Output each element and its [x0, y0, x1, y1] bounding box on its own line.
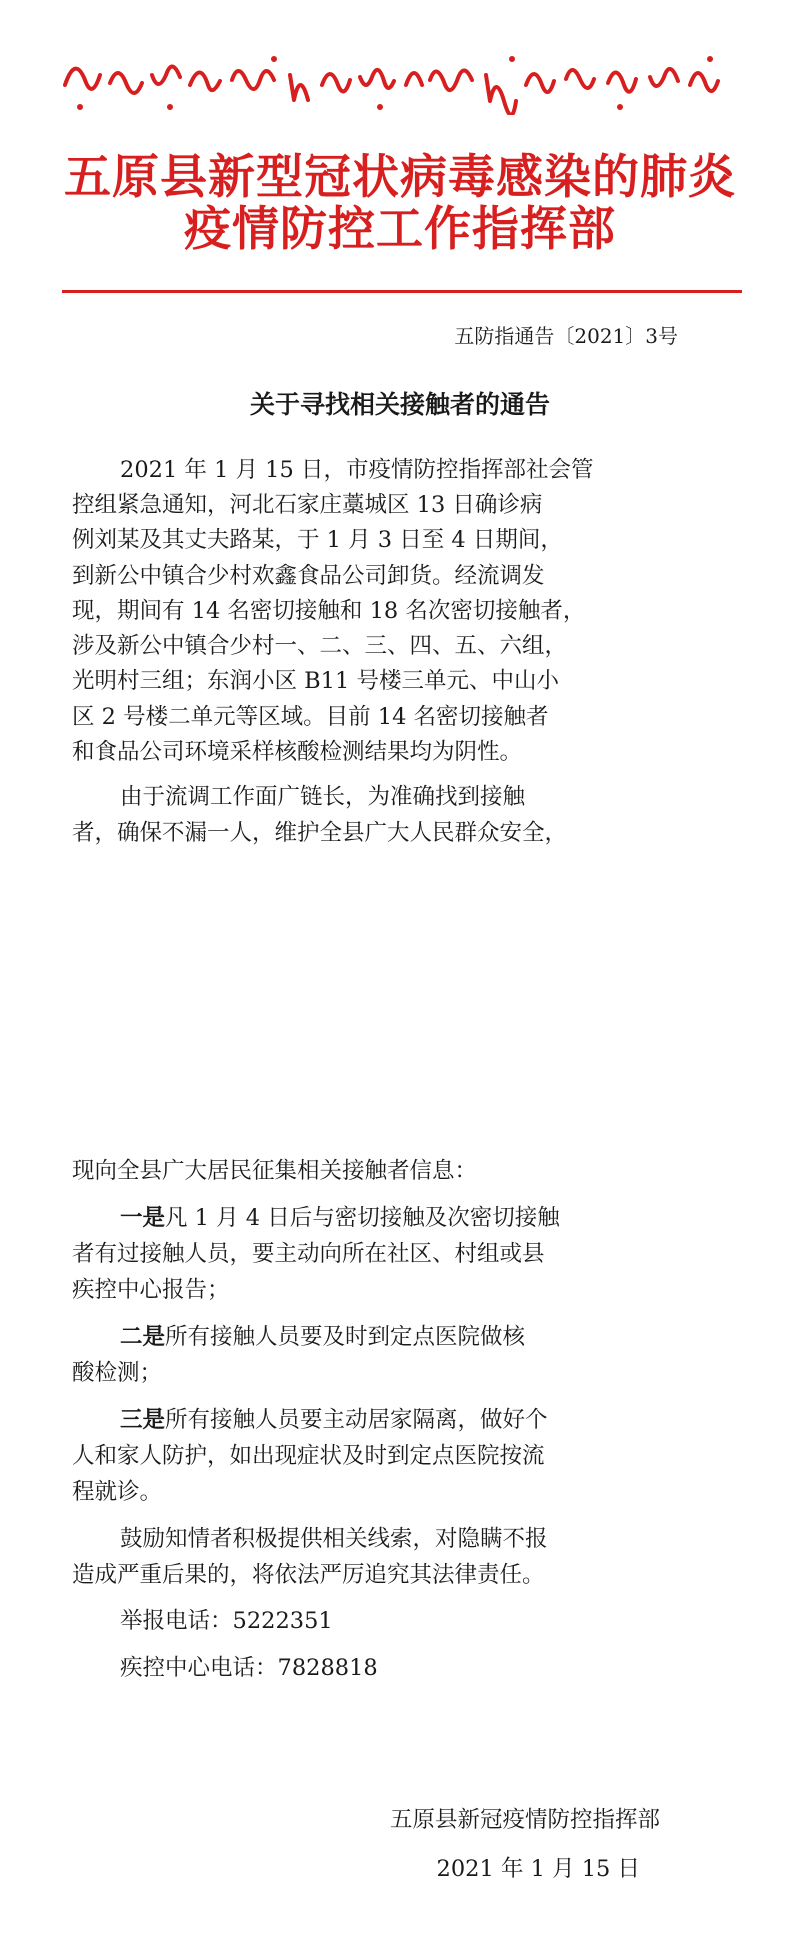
item-1-first-line — [120, 1202, 560, 1234]
paragraph-1-line: 到新公中镇合少村欢鑫食品公司卸货。经流调发 — [72, 563, 545, 589]
paragraph-3: 现向全县广大居民征集相关接触者信息： — [72, 1158, 478, 1184]
report-phone: 举报电话：5222351 — [120, 1608, 333, 1634]
paragraph-1-line: 现，期间有 14 名密切接触和 18 名次密切接触者， — [72, 598, 586, 624]
item-3-first-line — [120, 1404, 548, 1436]
cdc-phone: 疾控中心电话：7828818 — [120, 1655, 378, 1681]
signer-organization: 五原县新冠疫情防控指挥部 — [389, 1807, 660, 1833]
paragraph-1-line: 例刘某及其丈夫路某，于 1 月 3 日至 4 日期间， — [72, 527, 563, 553]
sign-date: 2021 年 1 月 15 日 — [436, 1856, 640, 1882]
item-2-line: 酸检测； — [72, 1360, 163, 1386]
item-1-line: 疾控中心报告； — [72, 1277, 230, 1303]
header-title-line2: 疫情防控工作指挥部 — [184, 202, 616, 257]
item-3-text: 所有接触人员要主动居家隔离，做好个 — [165, 1407, 548, 1433]
item-3-line: 程就诊。 — [72, 1479, 163, 1505]
paragraph-4-line: 造成严重后果的，将依法严厉追究其法律责任。 — [72, 1562, 545, 1588]
item-3-line: 人和家人防护，如出现症状及时到定点医院按流 — [72, 1443, 545, 1469]
mongolian-header-text — [60, 45, 740, 115]
mongolian-text-value — [60, 45, 61, 46]
item-1-lead: 一是 — [120, 1205, 166, 1231]
paragraph-1-line: 光明村三组；东润小区 B11 号楼三单元、中山小 — [72, 668, 559, 694]
paragraph-4-line: 鼓励知情者积极提供相关线索，对隐瞒不报 — [120, 1526, 548, 1552]
item-3-lead: 三是 — [120, 1407, 166, 1433]
header-title-line1: 五原县新型冠状病毒感染的肺炎 — [64, 150, 736, 205]
document-number: 五防指通告〔2021〕3号 — [454, 324, 678, 348]
paragraph-1-line: 控组紧急通知，河北石家庄藁城区 13 日确诊病 — [72, 492, 543, 518]
item-2-text: 所有接触人员要及时到定点医院做核 — [165, 1324, 526, 1350]
paragraph-1-line: 和食品公司环境采样核酸检测结果均为阴性。 — [72, 739, 523, 765]
paragraph-1-line: 涉及新公中镇合少村一、二、三、四、五、六组， — [72, 633, 568, 659]
paragraph-2-line: 者，确保不漏一人，维护全县广大人民群众安全， — [72, 820, 568, 846]
item-2-first-line — [120, 1321, 525, 1353]
paragraph-1-line: 区 2 号楼二单元等区域。目前 14 名密切接触者 — [72, 704, 549, 730]
mongolian-script-graphic — [60, 45, 740, 115]
item-1-line: 者有过接触人员，要主动向所在社区、村组或县 — [72, 1241, 545, 1267]
red-divider — [62, 290, 742, 293]
paragraph-2-line: 由于流调工作面广链长，为准确找到接触 — [120, 784, 526, 810]
item-2-lead: 二是 — [120, 1324, 166, 1350]
notice-title: 关于寻找相关接触者的通告 — [249, 390, 550, 419]
paragraph-1-line: 2021 年 1 月 15 日，市疫情防控指挥部社会管 — [120, 457, 594, 483]
item-1-text: 凡 1 月 4 日后与密切接触及次密切接触 — [165, 1205, 560, 1231]
